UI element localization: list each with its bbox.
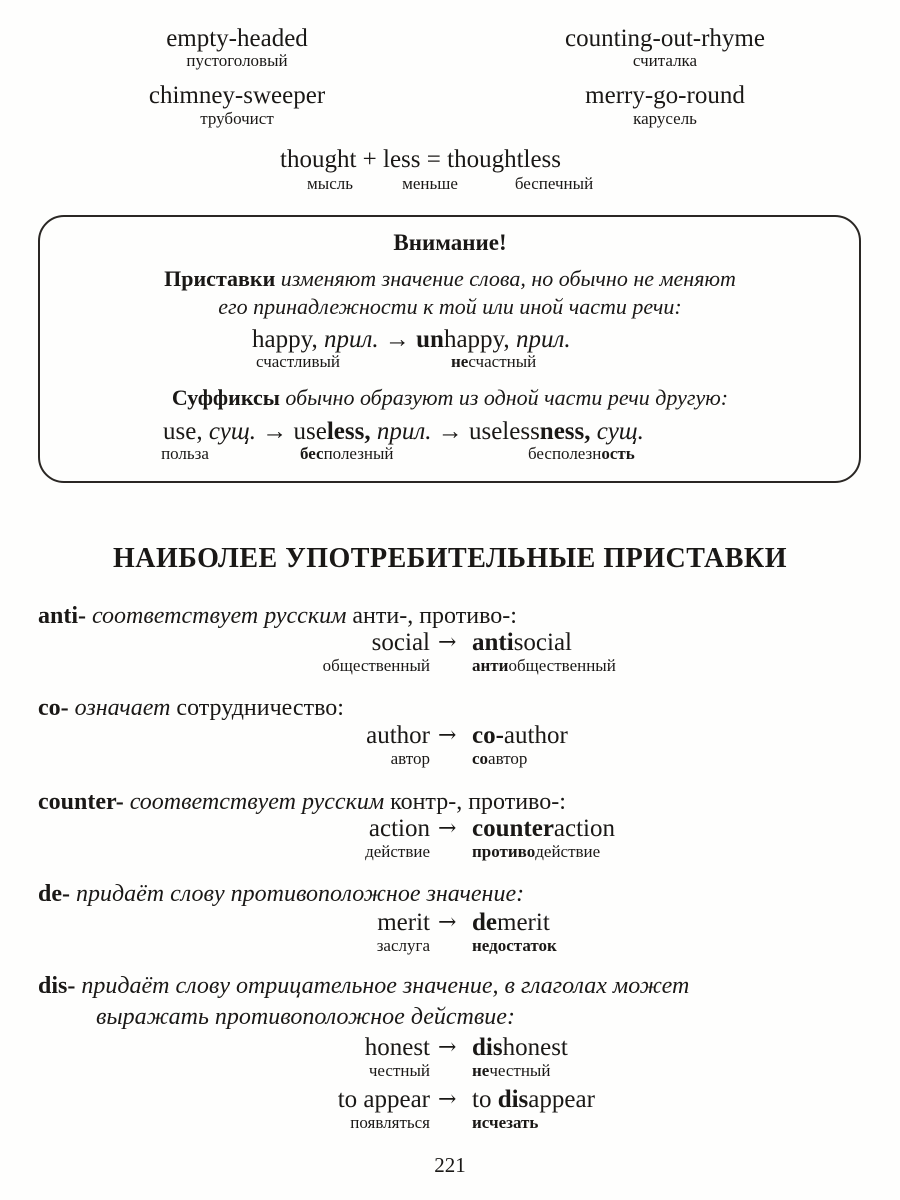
base-word: merit: [377, 909, 430, 936]
thought-word: thought: [280, 146, 357, 173]
comma: ,: [364, 418, 371, 445]
base-word: social: [371, 629, 430, 656]
arrow-icon: →: [438, 910, 457, 935]
example-word: use: [293, 418, 327, 445]
equals-sign: =: [426, 146, 441, 173]
plus-sign: +: [362, 146, 377, 173]
translation-rest: честный: [489, 1061, 551, 1080]
translation: недостаток: [472, 936, 557, 955]
compound-ru: карусель: [633, 109, 697, 128]
translation-rest: автор: [488, 749, 528, 768]
translation: [472, 1062, 550, 1079]
prefix-definition-counter: [38, 789, 566, 816]
translation-thought: мысль: [307, 174, 353, 193]
part-of-speech: прил.: [376, 418, 432, 445]
derived-word: [472, 1035, 568, 1060]
translation: честный: [368, 1061, 430, 1080]
suffix-rule-line: [172, 385, 728, 411]
translation-rest: общественный: [508, 656, 616, 675]
prefix-bold: un: [416, 326, 444, 353]
example-word: use,: [163, 418, 203, 445]
translation: польза: [161, 444, 209, 463]
prefix-definition-co: [38, 695, 344, 722]
prefix-description: контр-, противо-:: [390, 789, 566, 815]
prefix-label: dis-: [38, 973, 76, 999]
translation: заслуга: [376, 936, 430, 955]
translation: [528, 445, 635, 462]
prefix-label: de-: [38, 881, 70, 907]
derived-rest: merit: [497, 909, 550, 936]
derived-word: [472, 910, 550, 935]
translation-bold: противо: [472, 842, 536, 861]
section-title: НАИБОЛЕЕ УПОТРЕБИТЕЛЬНЫЕ ПРИСТАВКИ: [112, 543, 788, 574]
prefix-label: co-: [38, 695, 69, 721]
translation: [472, 657, 616, 674]
arrow-icon: →: [438, 1035, 457, 1060]
arrow-icon: →: [438, 630, 457, 655]
translation-rest: полезный: [323, 444, 394, 463]
compound-ru: трубочист: [200, 109, 274, 128]
base-word: author: [366, 722, 430, 749]
part-of-speech: прил.: [323, 326, 379, 353]
derived-word: [472, 723, 568, 748]
compound-ru: пустоголовый: [186, 51, 288, 70]
suffix-bold: less: [326, 418, 365, 445]
translation-rest: действие: [535, 842, 601, 861]
suffix-example: [163, 419, 644, 444]
prefix-description-italic: придаёт слову противоположное значение:: [76, 881, 525, 907]
derived-start: to: [472, 1086, 498, 1113]
derived-rest: honest: [502, 1034, 568, 1061]
compound-en: chimney-sweeper: [148, 82, 326, 109]
comma: ,: [584, 418, 591, 445]
part-of-speech: сущ.: [208, 418, 256, 445]
part-of-speech: прил.: [515, 326, 571, 353]
compound-en: merry-go-round: [585, 82, 745, 109]
prefix-description: сотрудничество:: [176, 695, 344, 721]
prefix-bold: co-: [472, 722, 504, 749]
compound-en: counting-out-rhyme: [565, 25, 765, 52]
translation-bold: не: [451, 352, 469, 371]
base-word: action: [368, 815, 430, 842]
prefix-description-italic: означает: [74, 695, 171, 721]
attention-title: Внимание!: [393, 230, 507, 255]
derived-rest: appear: [528, 1086, 595, 1113]
prefix-rule-line-1: [164, 266, 736, 292]
example-row: [0, 1035, 900, 1087]
example-word-rest: happy,: [443, 326, 510, 353]
arrow-icon: →: [384, 326, 410, 353]
compound-en: empty-headed: [166, 25, 308, 52]
prefix-definition-anti: [38, 603, 517, 630]
example-row: [0, 630, 900, 682]
translation-bold: ость: [601, 444, 635, 463]
prefix-description: анти-, противо-:: [352, 603, 517, 629]
derived-rest: author: [503, 722, 568, 749]
arrow-icon: →: [437, 418, 463, 445]
translation-bold: со: [472, 749, 489, 768]
prefix-definition-dis: [38, 973, 689, 1000]
translation: [300, 445, 394, 462]
translation: счастливый: [256, 352, 340, 371]
arrow-icon: →: [438, 816, 457, 841]
suffix-term: Суффиксы: [171, 385, 280, 410]
less-word: less: [383, 146, 421, 173]
prefix-example: [252, 327, 571, 352]
translation-bold: бес: [300, 444, 324, 463]
derived-word: [472, 630, 572, 655]
base-word: honest: [364, 1034, 430, 1061]
prefix-description-italic: придаёт слову отрицательное значение, в глаголах может: [81, 973, 690, 999]
translation: появляться: [350, 1113, 430, 1132]
example-word: happy,: [252, 326, 318, 353]
base-word: to appear: [337, 1086, 430, 1113]
prefix-bold: dis: [497, 1086, 529, 1113]
prefix-description-italic: выражать противоположное действие:: [96, 1004, 515, 1030]
page-number: 221: [434, 1153, 466, 1177]
prefix-bold: de: [472, 909, 497, 936]
prefix-definition-de: [38, 881, 524, 908]
arrow-icon: →: [438, 1087, 457, 1112]
suffix-bold: ness: [539, 418, 585, 445]
prefix-label: anti-: [38, 603, 86, 629]
translation: [472, 750, 527, 767]
arrow-icon: →: [438, 723, 457, 748]
word-formation-example: [280, 147, 561, 172]
prefix-term: Приставки: [164, 266, 276, 291]
translation: автор: [390, 749, 430, 768]
translation-bold: не: [472, 1061, 490, 1080]
part-of-speech: сущ.: [596, 418, 644, 445]
prefix-rule-text: изменяют значение слова, но обычно не меняют: [280, 266, 736, 291]
derived-word: [472, 816, 615, 841]
translation-less: меньше: [402, 174, 458, 193]
prefix-description-italic: соответствует русским: [92, 603, 347, 629]
translation: [451, 353, 536, 370]
prefix-bold: anti: [472, 629, 514, 656]
translation-rest: бесполезн: [528, 444, 602, 463]
prefix-description-italic: соответствует русским: [129, 789, 385, 815]
prefix-bold: counter: [472, 815, 554, 842]
example-row: [0, 723, 900, 775]
thoughtless-word: thoughtless: [447, 146, 562, 173]
translation-rest: счастный: [468, 352, 537, 371]
compound-ru: считалка: [632, 51, 698, 70]
prefix-label: counter-: [38, 789, 124, 815]
arrow-icon: →: [262, 418, 288, 445]
example-row: [0, 816, 900, 868]
suffix-rule-text: обычно образуют из одной части речи другую:: [285, 385, 729, 410]
prefix-bold: dis: [472, 1034, 503, 1061]
prefix-rule-line-2: его принадлежности к той или иной части речи:: [218, 294, 682, 319]
translation: исчезать: [472, 1113, 539, 1132]
derived-rest: social: [513, 629, 573, 656]
translation-bold: анти: [472, 656, 509, 675]
translation-thoughtless: беспечный: [514, 174, 594, 193]
translation: действие: [365, 842, 430, 861]
translation: общественный: [322, 656, 430, 675]
example-row: [0, 910, 900, 962]
translation: [472, 843, 600, 860]
example-word: useless: [468, 418, 540, 445]
example-row: [0, 1087, 900, 1139]
derived-rest: action: [553, 815, 616, 842]
derived-word: [472, 1087, 595, 1112]
